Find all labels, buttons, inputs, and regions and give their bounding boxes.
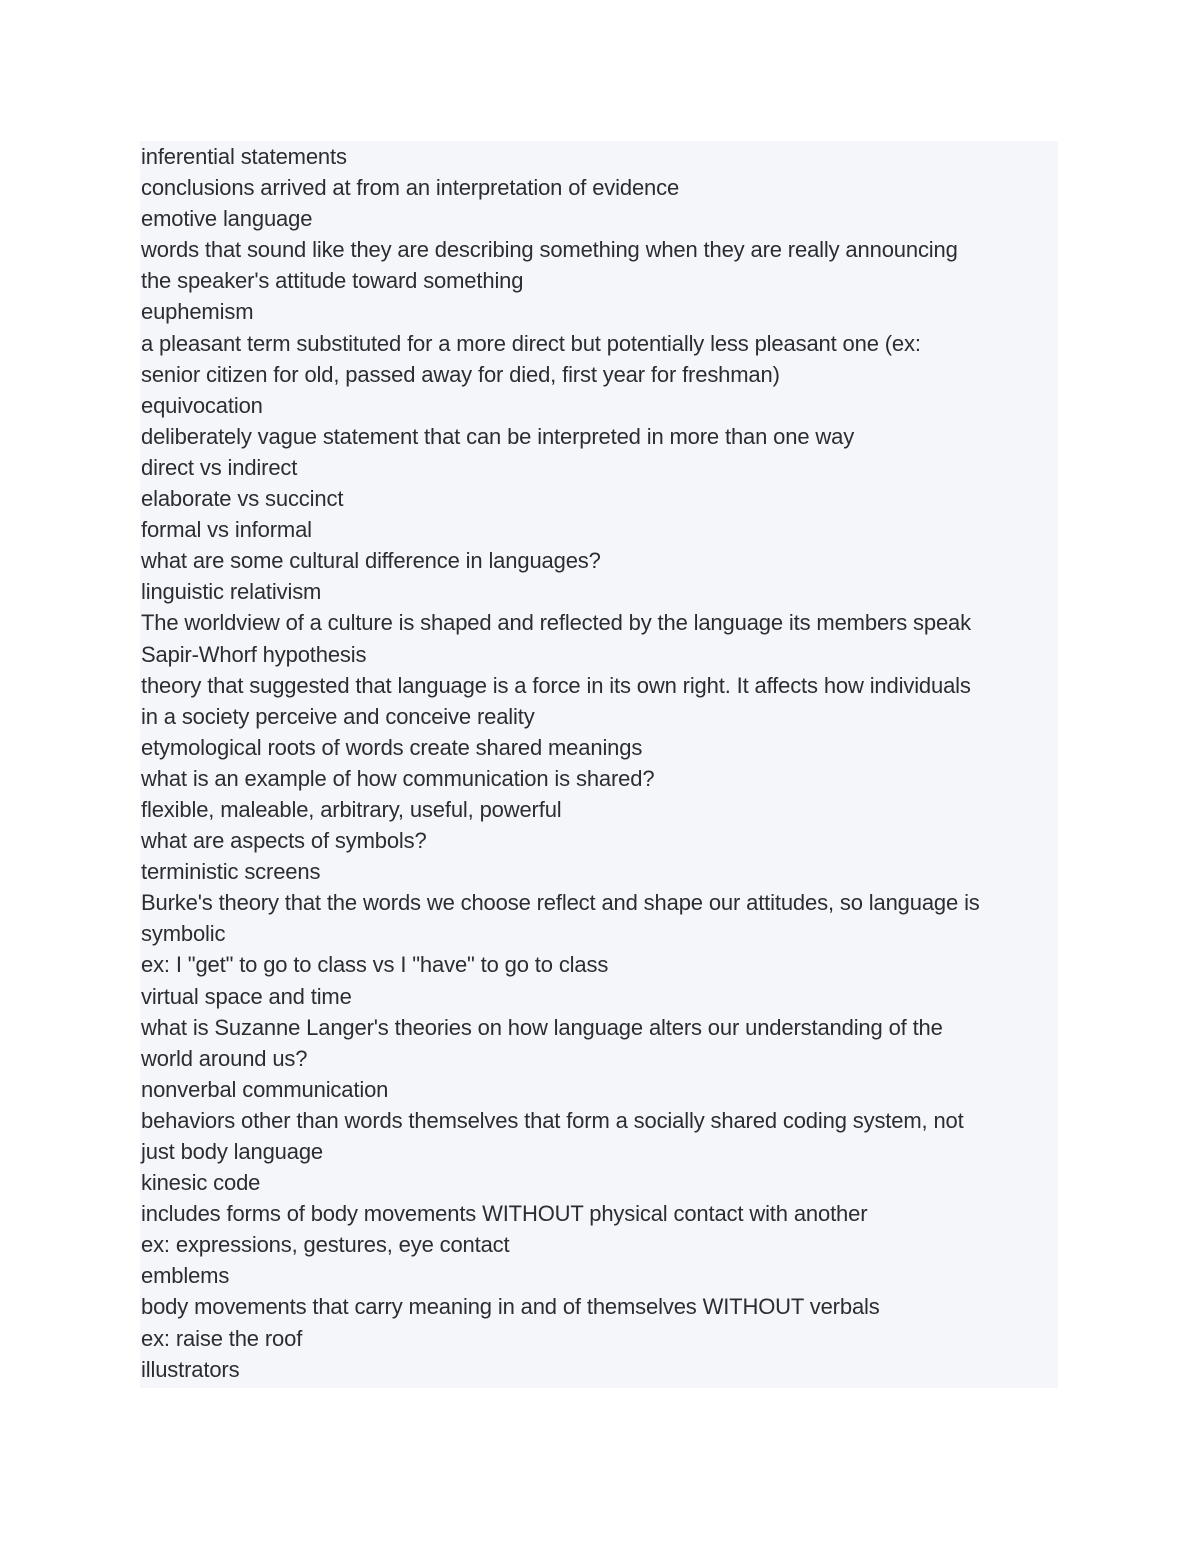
text-line: ex: I "get" to go to class vs I "have" to go to class (141, 952, 609, 978)
text-line: conclusions arrived at from an interpretation of evidence (141, 175, 680, 201)
text-line: what are some cultural difference in languages? (141, 548, 601, 574)
text-line: words that sound like they are describing something when they are really announcing (141, 237, 958, 263)
text-line: theory that suggested that language is a force in its own right. It affects how individuals (141, 672, 971, 698)
text-line: flexible, maleable, arbitrary, useful, powerful (141, 796, 562, 822)
text-line: includes forms of body movements WITHOUT physical contact with another (141, 1201, 868, 1227)
text-line: what are aspects of symbols? (141, 828, 427, 854)
text-line: body movements that carry meaning in and of themselves WITHOUT verbals (141, 1294, 880, 1320)
text-line: what is Suzanne Langer's theories on how language alters our understanding of the (141, 1014, 943, 1040)
text-line: Burke's theory that the words we choose reflect and shape our attitudes, so language is (141, 890, 980, 916)
text-line: kinesic code (141, 1170, 261, 1196)
text-line: formal vs informal (141, 517, 312, 543)
text-line: The worldview of a culture is shaped and reflected by the language its members speak (141, 610, 971, 636)
text-line: virtual space and time (141, 983, 352, 1009)
flashcard-text-block (140, 141, 1058, 1388)
text-line: behaviors other than words themselves that form a socially shared coding system, not (141, 1107, 964, 1133)
text-line: just body language (141, 1139, 324, 1164)
text-line: ex: raise the roof (141, 1325, 303, 1351)
text-line: etymological roots of words create shared meanings (141, 734, 643, 760)
text-line: deliberately vague statement that can be interpreted in more than one way (141, 423, 855, 449)
text-line: inferential statements (141, 144, 347, 169)
text-line: world around us? (141, 1045, 308, 1071)
text-line: in a society perceive and conceive reality (141, 703, 535, 729)
text-line: Sapir-Whorf hypothesis (141, 641, 367, 667)
text-line: ex: expressions, gestures, eye contact (141, 1232, 510, 1258)
text-line: linguistic relativism (141, 579, 322, 605)
text-line: a pleasant term substituted for a more direct but potentially less pleasant one (ex: (141, 330, 921, 356)
text-line: terministic screens (141, 859, 321, 885)
text-line: illustrators (141, 1356, 240, 1382)
text-line: equivocation (141, 392, 263, 418)
text-line: emblems (141, 1263, 230, 1289)
text-line: elaborate vs succinct (141, 486, 344, 512)
text-line: the speaker's attitude toward something (141, 268, 524, 294)
text-line: nonverbal communication (141, 1076, 389, 1102)
text-line: what is an example of how communication is shared? (141, 765, 655, 791)
text-line: direct vs indirect (141, 454, 298, 480)
text-line: symbolic (141, 921, 226, 947)
text-line: euphemism (141, 299, 254, 325)
text-line: emotive language (141, 206, 313, 232)
text-line: senior citizen for old, passed away for died, first year for freshman) (141, 361, 780, 387)
